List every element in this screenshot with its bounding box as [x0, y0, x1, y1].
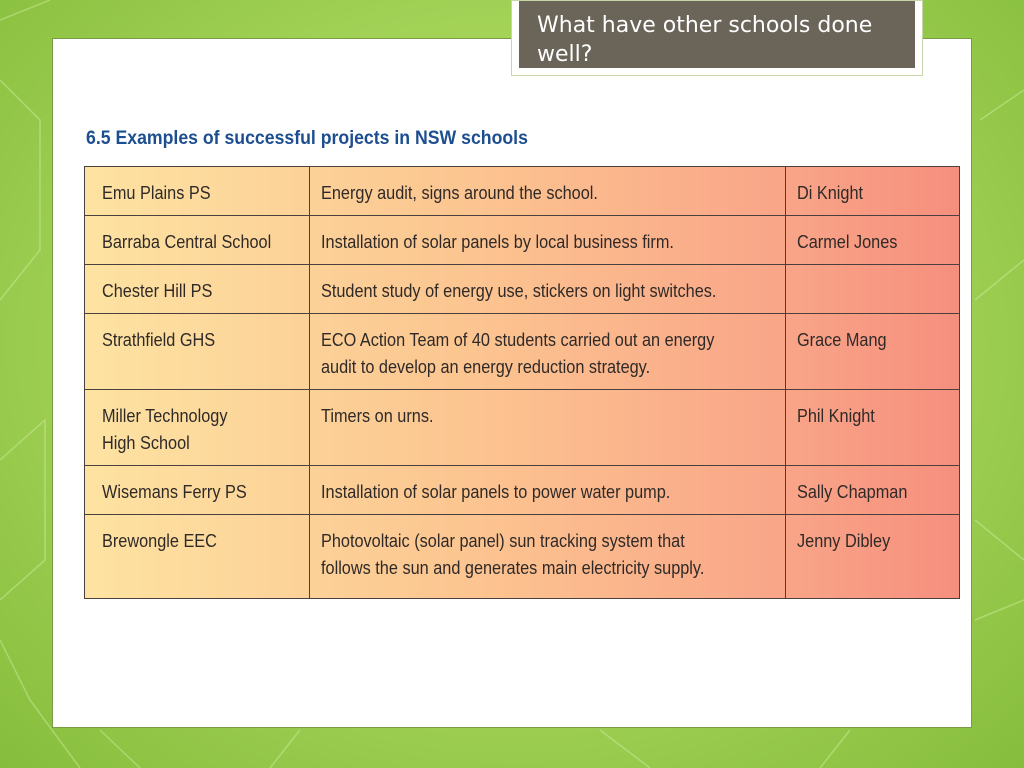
project-cell: Energy audit, signs around the school.: [309, 167, 785, 216]
school-cell: Wisemans Ferry PS: [85, 466, 310, 515]
table-row: [85, 216, 960, 265]
table-row: [85, 515, 960, 599]
school-cell: Emu Plains PS: [85, 167, 310, 216]
contact-cell: Sally Chapman: [786, 466, 960, 515]
school-cell: Strathfield GHS: [85, 314, 310, 390]
table-row: [85, 466, 960, 515]
project-cell: Timers on urns.: [309, 390, 785, 466]
project-cell: Installation of solar panels to power water pump.: [309, 466, 785, 515]
table-row: [85, 265, 960, 314]
project-cell: Photovoltaic (solar panel) sun tracking system that follows the sun and generates main electricity supply.: [309, 515, 785, 599]
contact-cell: [786, 265, 960, 314]
project-cell: Student study of energy use, stickers on light switches.: [309, 265, 785, 314]
school-cell: Barraba Central School: [85, 216, 310, 265]
contact-cell: Grace Mang: [786, 314, 960, 390]
school-cell: Chester Hill PS: [85, 265, 310, 314]
contact-cell: Phil Knight: [786, 390, 960, 466]
table-row: [85, 390, 960, 466]
project-cell: ECO Action Team of 40 students carried out an energy audit to develop an energy reduction strategy.: [309, 314, 785, 390]
school-cell: Miller Technology High School: [85, 390, 310, 466]
slide-title: What have other schools done well?: [519, 1, 915, 68]
contact-cell: Carmel Jones: [786, 216, 960, 265]
projects-table: [84, 166, 960, 599]
table-row: [85, 167, 960, 216]
table-row: [85, 314, 960, 390]
table-caption: 6.5 Examples of successful projects in NSW schools: [86, 128, 528, 149]
contact-cell: Jenny Dibley: [786, 515, 960, 599]
project-cell: Installation of solar panels by local business firm.: [309, 216, 785, 265]
title-box: [511, 0, 923, 76]
school-cell: Brewongle EEC: [85, 515, 310, 599]
contact-cell: Di Knight: [786, 167, 960, 216]
